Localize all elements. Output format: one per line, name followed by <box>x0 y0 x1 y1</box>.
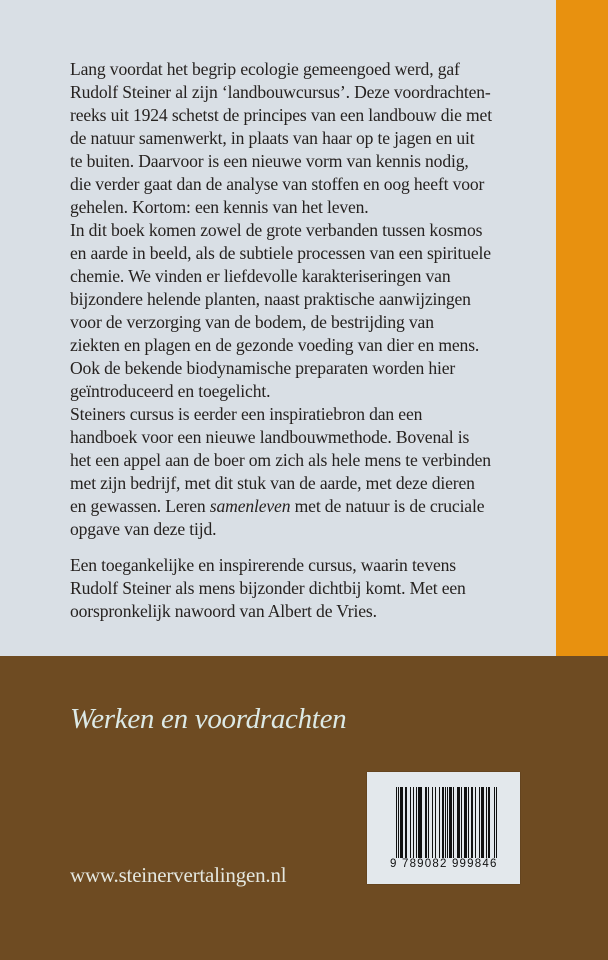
blurb-line: Een toegankelijke en inspirerende cursus, waarin tevens <box>70 555 456 575</box>
blurb-line: voor de verzorging van de bodem, de bestrijding van <box>70 312 434 332</box>
blurb-line: Rudolf Steiner al zijn ‘landbouwcursus’. Deze voordrachten- <box>70 82 491 102</box>
blurb-line: reeks uit 1924 schetst de principes van een landbouw die met <box>70 105 492 125</box>
blurb-line: Lang voordat het begrip ecologie gemeengoed werd, gaf <box>70 59 460 79</box>
blurb-text: met de natuur is de cruciale <box>290 496 485 516</box>
back-cover-blurb <box>70 58 510 623</box>
blurb-line: oorspronkelijk nawoord van Albert de Vries. <box>70 601 377 621</box>
blurb-line: geïntroduceerd en toegelicht. <box>70 381 271 401</box>
blurb-line: opgave van deze tijd. <box>70 519 217 539</box>
emphasized-word: samenleven <box>209 496 291 516</box>
isbn-barcode <box>367 772 520 884</box>
blurb-line: en aarde in beeld, als de subtiele processen van een spirituele <box>70 243 491 263</box>
blurb-line: Rudolf Steiner als mens bijzonder dichtbij komt. Met een <box>70 578 466 598</box>
blurb-line: Steiners cursus is eerder een inspiratiebron dan een <box>70 404 423 424</box>
blurb-line: het een appel aan de boer om zich als hele mens te verbinden <box>70 450 491 470</box>
isbn-number: 9 789082 999846 <box>390 858 498 870</box>
blurb-line: bijzondere helende planten, naast praktische aanwijzingen <box>70 289 471 309</box>
blurb-line: In dit boek komen zowel de grote verbanden tussen kosmos <box>70 220 483 240</box>
blurb-line: met zijn bedrijf, met dit stuk van de aarde, met deze dieren <box>70 473 475 493</box>
blurb-line: gehelen. Kortom: een kennis van het leven. <box>70 197 369 217</box>
blurb-line: te buiten. Daarvoor is een nieuwe vorm van kennis nodig, <box>70 151 469 171</box>
blurb-line: handboek voor een nieuwe landbouwmethode. Bovenal is <box>70 427 470 447</box>
barcode-module <box>496 787 497 868</box>
publisher-website: www.steinervertalingen.nl <box>70 863 287 887</box>
blurb-line: chemie. We vinden er liefdevolle karakteriseringen van <box>70 266 451 286</box>
blurb-line: de natuur samenwerkt, in plaats van haar op te jagen en uit <box>70 128 475 148</box>
blurb-text: en gewassen. Leren <box>70 496 210 516</box>
series-title: Werken en voordrachten <box>70 703 347 735</box>
accent-stripe <box>556 0 608 656</box>
blurb-line <box>70 496 484 516</box>
blurb-line: die verder gaat dan de analyse van stoffen en oog heeft voor <box>70 174 485 194</box>
blurb-line: ziekten en plagen en de gezonde voeding van dier en mens. <box>70 335 480 355</box>
blurb-paragraph-2 <box>70 554 510 623</box>
blurb-line: Ook de bekende biodynamische preparaten worden hier <box>70 358 456 378</box>
barcode-bars <box>396 787 497 862</box>
blurb-paragraph-1 <box>70 58 510 541</box>
